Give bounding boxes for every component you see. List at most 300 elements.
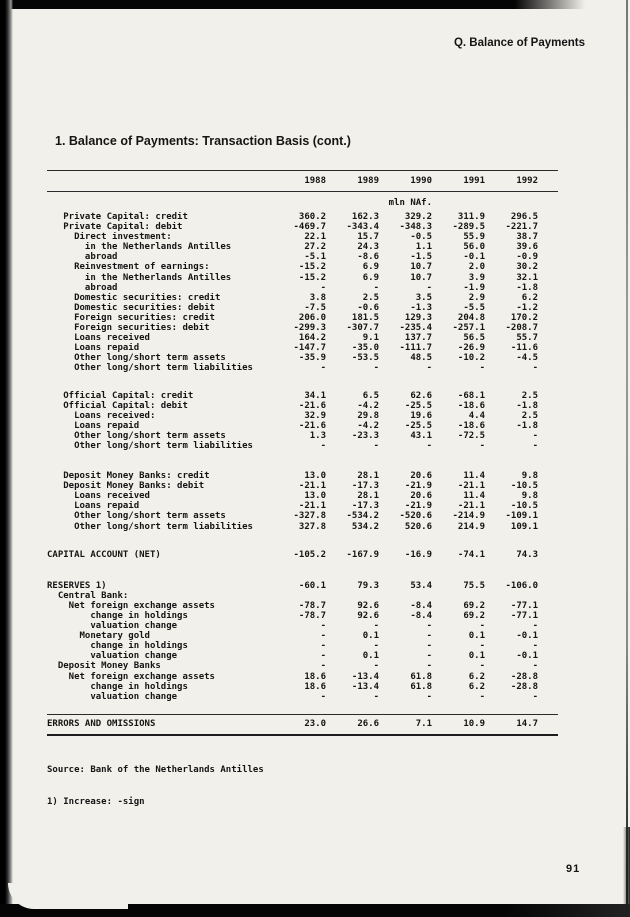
cell-value: -25.5	[404, 400, 432, 411]
cell-value: -214.9	[452, 511, 485, 522]
row-label: in the Netherlands Antilles	[47, 272, 232, 283]
cell-value: -0.1	[463, 252, 485, 263]
cell-value: -1.8	[516, 282, 538, 293]
cell-value: -147.7	[293, 343, 326, 354]
cell-value: 4.4	[468, 410, 485, 421]
cell-value: -	[532, 661, 538, 672]
cell-value: 10.7	[410, 272, 432, 283]
row-label: Net foreign exchange assets	[47, 671, 215, 682]
cell-value: -0.1	[516, 651, 538, 662]
cell-value: 28.1	[357, 471, 379, 482]
cell-value: -13.4	[351, 681, 379, 692]
cell-value	[485, 591, 538, 601]
table-body	[47, 212, 558, 702]
cell-value: -11.6	[510, 343, 538, 354]
source-note	[47, 744, 264, 828]
cell-value: 38.7	[516, 232, 538, 243]
table-row	[47, 323, 558, 333]
cell-value: -15.2	[298, 272, 326, 283]
cell-value: 329.2	[404, 212, 432, 222]
cell-value: 62.6	[410, 390, 432, 401]
cell-value: -	[320, 691, 326, 702]
row-label: RESERVES 1)	[47, 580, 107, 591]
cell-value: 2.0	[468, 262, 485, 273]
cell-value: -21.9	[404, 481, 432, 492]
cell-value: -	[479, 661, 485, 672]
table-row	[47, 353, 558, 363]
cell-value: -5.1	[304, 252, 326, 263]
cell-value: 2.5	[362, 292, 379, 303]
cell-value: 137.7	[404, 333, 432, 344]
cell-value: 56.0	[463, 242, 485, 253]
cell-value: 53.4	[410, 580, 432, 591]
table-row	[47, 611, 558, 621]
cell-value: 109.1	[510, 521, 538, 532]
row-label: Loans received:	[47, 410, 156, 421]
cell-value: 2.5	[521, 410, 538, 421]
cell-value: -343.4	[346, 222, 379, 233]
cell-value: -28.8	[510, 671, 538, 682]
cell-value: 360.2	[298, 212, 326, 222]
cell-value: -167.9	[346, 549, 379, 560]
cell-value: -15.2	[298, 262, 326, 273]
errors-and-omissions-row	[47, 715, 558, 734]
cell-value: -	[532, 691, 538, 702]
cell-value: -77.1	[510, 611, 538, 621]
cell-value: -77.1	[510, 600, 538, 611]
table-row	[47, 661, 558, 671]
cell-value: -23.3	[351, 430, 379, 441]
cell-value	[379, 591, 432, 601]
spacer	[47, 702, 558, 714]
year-header-spacer	[47, 171, 273, 191]
cell-value: -	[426, 661, 432, 672]
scan-edge-left	[0, 0, 13, 917]
scan-edge-right	[626, 0, 628, 917]
cell-value: 296.5	[510, 212, 538, 222]
cell-value: -4.2	[357, 400, 379, 411]
cell-value: -4.2	[357, 420, 379, 431]
row-label: Loans repaid	[47, 501, 140, 512]
spacer	[47, 374, 558, 391]
row-label: abroad	[47, 282, 118, 293]
table-row	[47, 591, 558, 601]
chapter-header: Q. Balance of Payments	[453, 37, 585, 49]
cell-value: 20.6	[410, 491, 432, 502]
cell-value: -348.3	[399, 222, 432, 233]
cell-value: -35.0	[351, 343, 379, 354]
cell-value: -534.2	[346, 511, 379, 522]
year-header: 1991	[463, 176, 485, 186]
cell-value: 1.1	[415, 242, 432, 253]
row-label: Deposit Money Banks	[47, 661, 161, 672]
cell-value: -21.1	[298, 481, 326, 492]
table-year-header-row	[47, 171, 558, 191]
year-header: 1988	[304, 176, 326, 186]
cell-value: 14.7	[516, 718, 538, 729]
cell-value: -	[479, 641, 485, 652]
cell-value: 6.9	[362, 272, 379, 283]
cell-value: -28.8	[510, 681, 538, 692]
row-label: Loans repaid	[47, 343, 140, 354]
cell-value: 10.9	[463, 718, 485, 729]
cell-value: -	[320, 651, 326, 662]
cell-value: -289.5	[452, 222, 485, 233]
cell-value: -35.9	[298, 353, 326, 364]
cell-value: -	[320, 641, 326, 652]
cell-value: 32.1	[516, 272, 538, 283]
row-label: Official Capital: debit	[47, 400, 188, 411]
row-label: Deposit Money Banks: debit	[47, 481, 205, 492]
balance-of-payments-table	[47, 170, 558, 736]
row-label: Monetary gold	[47, 631, 150, 642]
cell-value: -221.7	[505, 222, 538, 233]
cell-value: 29.8	[357, 410, 379, 421]
cell-value: 164.2	[298, 333, 326, 344]
table-row	[47, 421, 558, 431]
cell-value: -	[426, 621, 432, 632]
cell-value: -	[320, 661, 326, 672]
cell-value: 311.9	[457, 212, 485, 222]
cell-value: -109.1	[505, 511, 538, 522]
cell-value: 92.6	[357, 600, 379, 611]
cell-value: 13.0	[304, 491, 326, 502]
table-row	[47, 481, 558, 491]
table-row	[47, 313, 558, 323]
cell-value: 48.5	[410, 353, 432, 364]
table-bottom-rule	[47, 734, 558, 736]
table-row	[47, 232, 558, 242]
spacer	[47, 451, 558, 471]
cell-value: -78.7	[298, 611, 326, 621]
row-label: Other long/short term liabilities	[47, 521, 253, 532]
cell-value: 32.9	[304, 410, 326, 421]
cell-value: -106.0	[505, 580, 538, 591]
table-row	[47, 273, 558, 283]
row-label: change in holdings	[47, 641, 188, 652]
cell-value: -21.6	[298, 420, 326, 431]
table-row	[47, 343, 558, 353]
cell-value: 6.9	[362, 262, 379, 273]
cell-value: 11.4	[463, 471, 485, 482]
cell-value: -18.6	[457, 400, 485, 411]
cell-value: -21.6	[298, 400, 326, 411]
cell-value: -	[320, 282, 326, 293]
table-row	[47, 212, 558, 222]
cell-value: 15.7	[357, 232, 379, 243]
cell-value: 214.9	[457, 521, 485, 532]
cell-value: -13.4	[351, 671, 379, 682]
cell-value: -21.1	[457, 501, 485, 512]
cell-value: 0.1	[468, 651, 485, 662]
cell-value: 92.6	[357, 611, 379, 621]
cell-value: 55.9	[463, 232, 485, 243]
table-row	[47, 682, 558, 692]
cell-value: 13.0	[304, 471, 326, 482]
cell-value: -53.5	[351, 353, 379, 364]
table-row	[47, 641, 558, 651]
row-label: Other long/short term assets	[47, 353, 226, 364]
cell-value: -	[532, 363, 538, 374]
cell-value: 9.8	[521, 491, 538, 502]
unit-label: mln NAf.	[388, 198, 432, 208]
table-row	[47, 222, 558, 232]
cell-value: -307.7	[346, 323, 379, 334]
footnote-line: 1) Increase: -sign	[47, 796, 145, 807]
cell-value: -4.5	[516, 353, 538, 364]
row-label: CAPITAL ACCOUNT (NET)	[47, 549, 161, 560]
cell-value: 6.2	[468, 681, 485, 692]
cell-value: -299.3	[293, 323, 326, 334]
cell-value: 3.9	[468, 272, 485, 283]
table-row	[47, 471, 558, 481]
cell-value: -26.9	[457, 343, 485, 354]
scan-edge-right-bottom	[623, 827, 630, 917]
cell-value: -208.7	[505, 323, 538, 334]
cell-value: 0.1	[362, 651, 379, 662]
row-label: Loans received	[47, 333, 150, 344]
row-label: Other long/short term assets	[47, 511, 226, 522]
cell-value: -	[320, 621, 326, 632]
cell-value: -	[479, 621, 485, 632]
cell-value: 181.5	[351, 312, 379, 323]
cell-value: 61.8	[410, 681, 432, 692]
cell-value: 74.3	[516, 549, 538, 560]
cell-value: 43.1	[410, 430, 432, 441]
cell-value: -	[426, 631, 432, 642]
cell-value: -	[373, 282, 379, 293]
cell-value: 18.6	[304, 671, 326, 682]
cell-value: -	[426, 641, 432, 652]
cell-value: -21.1	[457, 481, 485, 492]
cell-value: 170.2	[510, 312, 538, 323]
year-header: 1992	[516, 176, 538, 186]
row-label: Other long/short term liabilities	[47, 440, 253, 451]
cell-value: -	[532, 621, 538, 632]
cell-value: -	[479, 363, 485, 374]
cell-value: 18.6	[304, 681, 326, 692]
cell-value: -1.9	[463, 282, 485, 293]
table-row	[47, 441, 558, 451]
row-label: Domestic securities: credit	[47, 292, 221, 303]
row-label: Private Capital: credit	[47, 212, 188, 222]
cell-value: -10.5	[510, 501, 538, 512]
table-row	[47, 252, 558, 262]
cell-value: 9.8	[521, 471, 538, 482]
cell-value: -	[479, 691, 485, 702]
row-label: change in holdings	[47, 681, 188, 692]
cell-value: -21.9	[404, 501, 432, 512]
cell-value: 1.3	[309, 430, 326, 441]
cell-value: 27.2	[304, 242, 326, 253]
cell-value: -17.3	[351, 501, 379, 512]
row-label: valuation change	[47, 621, 178, 632]
table-row	[47, 491, 558, 501]
cell-value: -	[532, 641, 538, 652]
cell-value: 30.2	[516, 262, 538, 273]
cell-value: -60.1	[298, 580, 326, 591]
row-label: Loans repaid	[47, 420, 140, 431]
table-row	[47, 511, 558, 521]
row-label: Direct investment:	[47, 232, 172, 243]
cell-value: 6.2	[521, 292, 538, 303]
cell-value: 204.8	[457, 312, 485, 323]
table-row	[47, 401, 558, 411]
table-row	[47, 303, 558, 313]
cell-value: 3.8	[309, 292, 326, 303]
cell-value: 34.1	[304, 390, 326, 401]
cell-value: -16.9	[404, 549, 432, 560]
cell-value	[432, 591, 485, 601]
cell-value: 6.5	[362, 390, 379, 401]
table-row	[47, 363, 558, 373]
cell-value: -	[373, 363, 379, 374]
scan-edge-top	[0, 0, 585, 9]
cell-value: -0.9	[516, 252, 538, 263]
cell-value: 24.3	[357, 242, 379, 253]
cell-value: -	[373, 661, 379, 672]
cell-value: -520.6	[399, 511, 432, 522]
cell-value: 56.5	[463, 333, 485, 344]
cell-value: -8.4	[410, 600, 432, 611]
cell-value: 23.0	[304, 718, 326, 729]
row-label: abroad	[47, 252, 118, 263]
cell-value: -78.7	[298, 600, 326, 611]
cell-value: -	[426, 691, 432, 702]
cell-value: 206.0	[298, 312, 326, 323]
cell-value: -8.6	[357, 252, 379, 263]
row-label: Net foreign exchange assets	[47, 600, 215, 611]
table-row	[47, 522, 558, 532]
cell-value: 7.1	[415, 718, 432, 729]
table-row	[47, 391, 558, 401]
cell-value: -18.6	[457, 420, 485, 431]
table-row	[47, 601, 558, 611]
cell-value: -	[320, 440, 326, 451]
table-row	[47, 651, 558, 661]
table-row	[47, 581, 558, 591]
cell-value: -21.1	[298, 501, 326, 512]
row-label: in the Netherlands Antilles	[47, 242, 232, 253]
cell-value: 2.9	[468, 292, 485, 303]
table-row	[47, 672, 558, 682]
row-label: Central Bank:	[47, 590, 129, 601]
cell-value: 61.8	[410, 671, 432, 682]
row-label: change in holdings	[47, 611, 188, 621]
cell-value	[273, 591, 326, 601]
cell-value: 75.5	[463, 580, 485, 591]
cell-value: -105.2	[293, 549, 326, 560]
cell-value: -17.3	[351, 481, 379, 492]
spacer	[47, 560, 558, 581]
table-row	[47, 262, 558, 272]
row-label: Foreign securities: debit	[47, 323, 210, 334]
cell-value: -	[426, 440, 432, 451]
cell-value: 327.8	[298, 521, 326, 532]
cell-value: -25.5	[404, 420, 432, 431]
table-row	[47, 550, 558, 560]
cell-value: 10.7	[410, 262, 432, 273]
cell-value: -1.3	[410, 302, 432, 313]
row-label: ERRORS AND OMISSIONS	[47, 718, 156, 729]
cell-value: -327.8	[293, 511, 326, 522]
cell-value: -74.1	[457, 549, 485, 560]
row-label: valuation change	[47, 651, 178, 662]
cell-value: -1.8	[516, 400, 538, 411]
unit-row	[47, 192, 558, 212]
cell-value: -111.7	[399, 343, 432, 354]
cell-value: 69.2	[463, 600, 485, 611]
cell-value: -8.4	[410, 611, 432, 621]
table-row	[47, 242, 558, 252]
table-row	[47, 293, 558, 303]
cell-value: 6.2	[468, 671, 485, 682]
cell-value: 0.1	[362, 631, 379, 642]
cell-value: 28.1	[357, 491, 379, 502]
cell-value: -	[426, 651, 432, 662]
cell-value: -	[373, 621, 379, 632]
cell-value: 11.4	[463, 491, 485, 502]
cell-value: 520.6	[404, 521, 432, 532]
row-label: valuation change	[47, 691, 178, 702]
cell-value: -	[320, 363, 326, 374]
cell-value: -1.5	[410, 252, 432, 263]
row-label: Foreign securities: credit	[47, 312, 215, 323]
row-label: Reinvestment of earnings:	[47, 262, 210, 273]
row-label: Other long/short term liabilities	[47, 363, 253, 374]
cell-value: -	[320, 631, 326, 642]
table-row	[47, 411, 558, 421]
cell-value: 22.1	[304, 232, 326, 243]
table-row	[47, 431, 558, 441]
row-label: Domestic securities: debit	[47, 302, 215, 313]
row-label: Other long/short term assets	[47, 430, 226, 441]
cell-value: -0.6	[357, 302, 379, 313]
spacer	[47, 532, 558, 550]
cell-value: -	[479, 440, 485, 451]
cell-value: -	[373, 641, 379, 652]
cell-value: 9.1	[362, 333, 379, 344]
cell-value: -	[532, 440, 538, 451]
cell-value: -1.2	[516, 302, 538, 313]
table-title: 1. Balance of Payments: Transaction Basis (cont.)	[55, 134, 351, 148]
page-number: 91	[566, 863, 581, 875]
cell-value: -	[373, 691, 379, 702]
table-row	[47, 283, 558, 293]
cell-value: -0.1	[516, 631, 538, 642]
source-line: Source: Bank of the Netherlands Antilles	[47, 765, 264, 775]
cell-value: -469.7	[293, 222, 326, 233]
cell-value: 129.3	[404, 312, 432, 323]
cell-value: -1.8	[516, 420, 538, 431]
cell-value: 2.5	[521, 390, 538, 401]
year-header: 1989	[357, 176, 379, 186]
row-label: Private Capital: debit	[47, 222, 183, 233]
cell-value: -68.1	[457, 390, 485, 401]
table-row	[47, 631, 558, 641]
cell-value: 20.6	[410, 471, 432, 482]
cell-value: -235.4	[399, 323, 432, 334]
cell-value: -7.5	[304, 302, 326, 313]
cell-value: 19.6	[410, 410, 432, 421]
cell-value: 55.7	[516, 333, 538, 344]
cell-value: -10.5	[510, 481, 538, 492]
table-row	[47, 692, 558, 702]
cell-value: 162.3	[351, 212, 379, 222]
scan-page-curl	[8, 883, 128, 909]
cell-value	[326, 591, 379, 601]
cell-value: -	[373, 440, 379, 451]
